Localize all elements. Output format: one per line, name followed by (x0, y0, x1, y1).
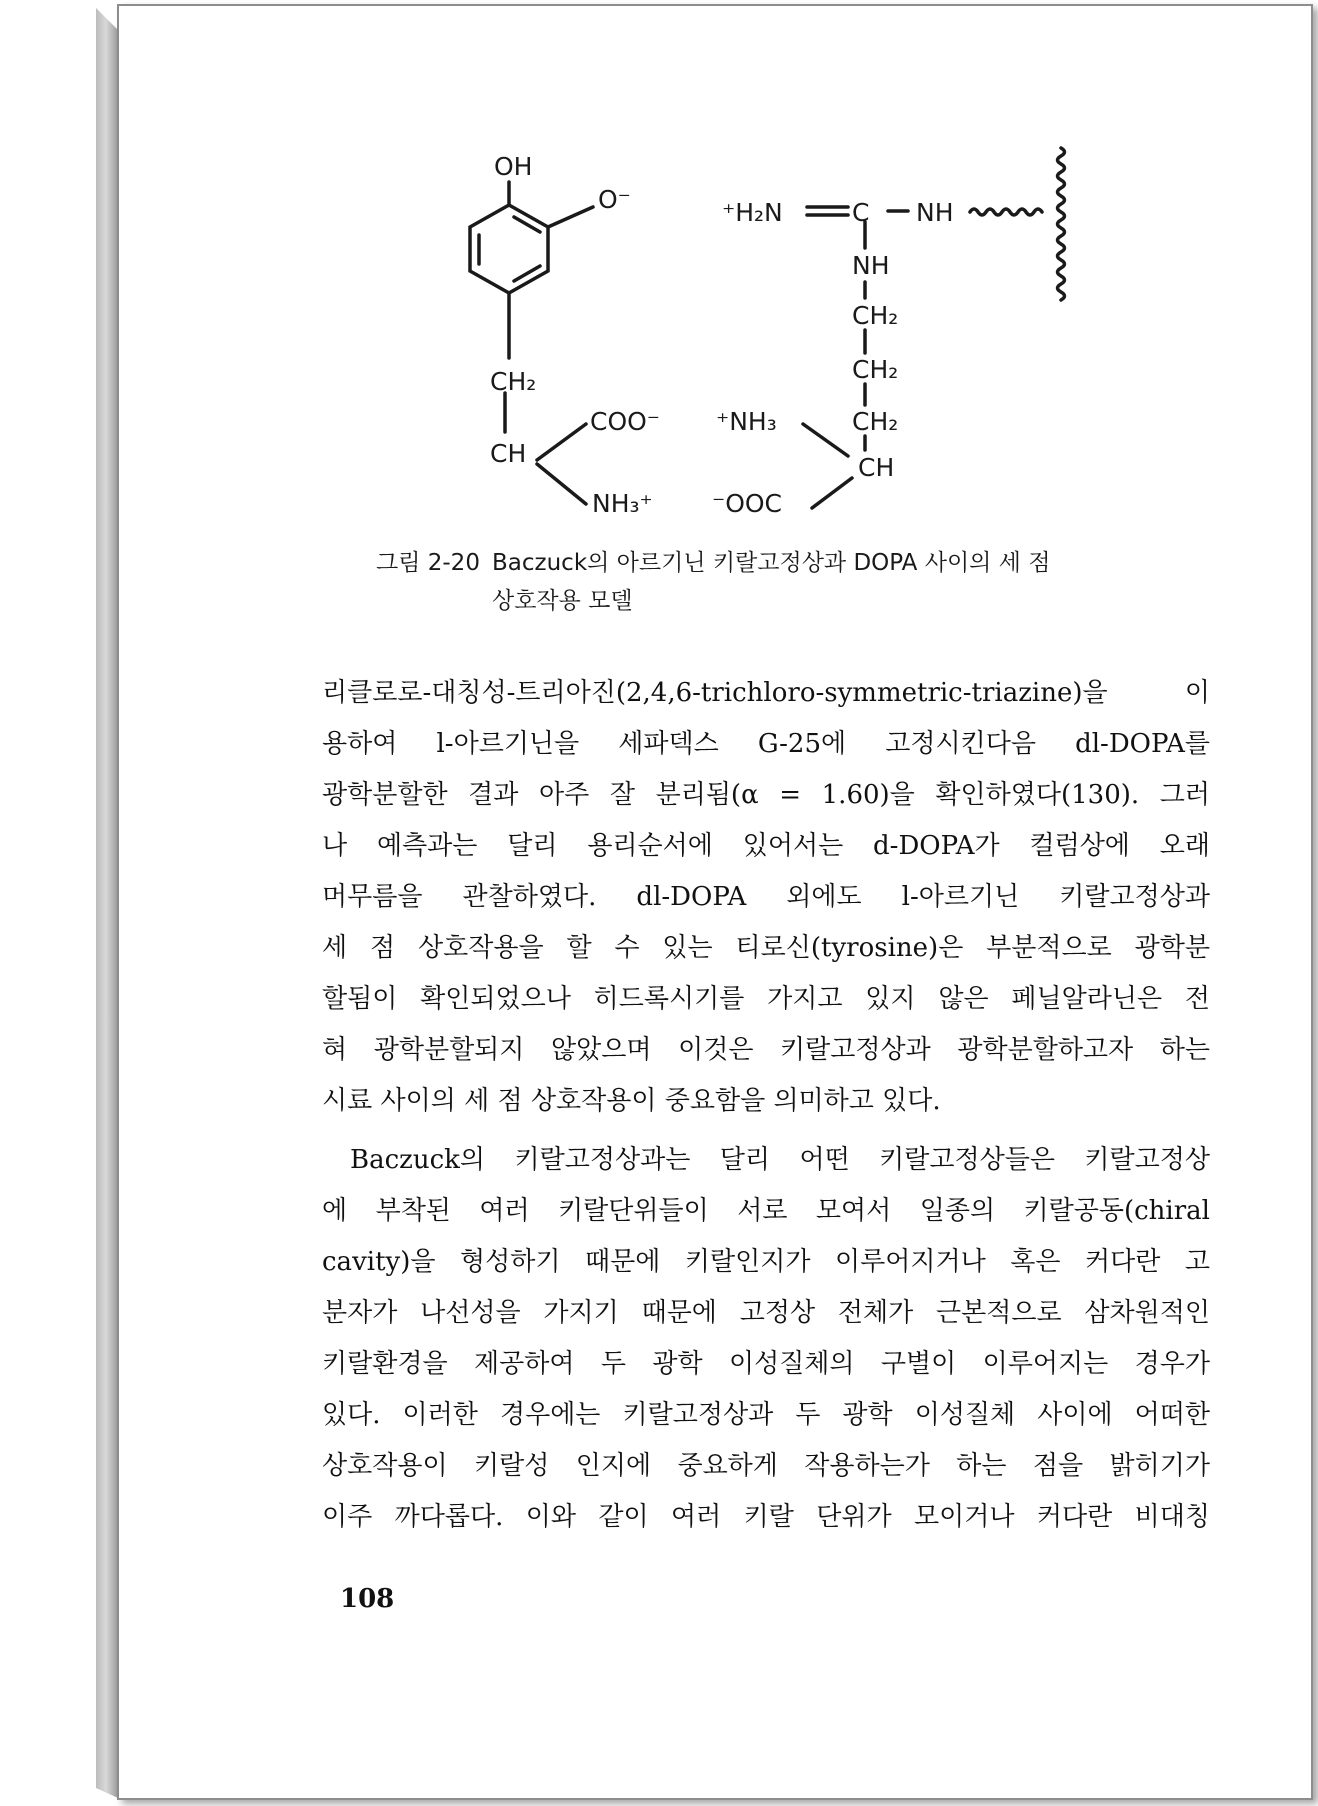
label-ch-arg: CH (858, 453, 895, 482)
label-o-minus: O⁻ (598, 185, 631, 214)
body-line: 시료 사이의 세 점 상호작용이 중요함을 의미하고 있다. (322, 1086, 941, 1116)
body-line: 혀 광학분할되지 않았으며 이것은 키랄고정상과 광학분할하고자 하는 (322, 1035, 1210, 1065)
body-line: 에 부착된 여러 키랄단위들이 서로 모여서 일종의 키랄공동(chiral (322, 1196, 1210, 1226)
label-nh-top: NH (916, 198, 954, 227)
body-line: Baczuck의 키랄고정상과는 달리 어떤 키랄고정상들은 키랄고정상 (350, 1145, 1210, 1175)
benzene-ring (470, 205, 548, 293)
label-ch2-dopa: CH₂ (490, 367, 537, 396)
body-line: 리클로로-대칭성-트리아진(2,4,6-trichloro-symmetric-triazine)을 이 (322, 678, 1210, 708)
body-line: 있다. 이러한 경우에는 키랄고정상과 두 광학 이성질체 사이에 어떠한 (322, 1400, 1210, 1430)
body-line: 상호작용이 키랄성 인지에 중요하게 작용하는가 하는 점을 밝히기가 (322, 1451, 1210, 1481)
body-line: 분자가 나선성을 가지기 때문에 고정상 전체가 근본적으로 삼차원적인 (322, 1298, 1210, 1328)
body-text (322, 668, 1210, 1543)
body-line: 용하여 l-아르기닌을 세파덱스 G-25에 고정시킨다음 dl-DOPA를 (322, 729, 1210, 759)
label-ch2-b: CH₂ (852, 355, 899, 384)
caption-text-1: Baczuck의 아르기닌 키랄고정상과 DOPA 사이의 세 점 (492, 550, 1051, 576)
chemical-structure-figure (0, 0, 1318, 560)
label-ch-dopa: CH (490, 439, 527, 468)
label-ch2-a: CH₂ (852, 301, 899, 330)
label-plus-nh3: ⁺NH₃ (716, 407, 777, 436)
label-h2n-plus: ⁺H₂N (722, 198, 783, 227)
label-c: C (852, 198, 870, 227)
wavy-linker (970, 209, 1042, 215)
body-line: 머무름을 관찰하였다. dl-DOPA 외에도 l-아르기닌 키랄고정상과 (322, 882, 1210, 912)
label-minus-ooc: ⁻OOC (712, 489, 783, 518)
body-line: 키랄환경을 제공하여 두 광학 이성질체의 구별이 이루어지는 경우가 (322, 1349, 1210, 1379)
label-ch2-c: CH₂ (852, 407, 899, 436)
body-line: 세 점 상호작용을 할 수 있는 티로신(tyrosine)은 부분적으로 광학분 (322, 933, 1210, 963)
figure-caption (376, 544, 1196, 620)
label-nh-mid: NH (852, 251, 890, 280)
label-coo-minus: COO⁻ (590, 407, 661, 436)
body-line: 이주 까다롭다. 이와 같이 여러 키랄 단위가 모이거나 커다란 비대칭 (322, 1502, 1210, 1532)
body-line: 광학분할한 결과 아주 잘 분리됨(α = 1.60)을 확인하였다(130). 그러 (322, 780, 1210, 810)
label-nh3-plus: NH₃⁺ (592, 489, 653, 518)
body-line: 나 예측과는 달리 용리순서에 있어서는 d-DOPA가 컬럼상에 오래 (322, 831, 1210, 861)
resin-support (1058, 148, 1065, 300)
body-line: 할됨이 확인되었으나 히드록시기를 가지고 있지 않은 페닐알라닌은 전 (322, 984, 1210, 1014)
body-line: cavity)을 형성하기 때문에 키랄인지가 이루어지거나 혹은 커다란 고 (322, 1247, 1210, 1277)
caption-line-2: 상호작용 모델 (492, 588, 633, 614)
page-number: 108 (340, 1584, 395, 1614)
caption-line-1 (376, 544, 1196, 582)
figure-number: 그림 2-20 (376, 550, 480, 576)
label-oh: OH (494, 152, 533, 181)
